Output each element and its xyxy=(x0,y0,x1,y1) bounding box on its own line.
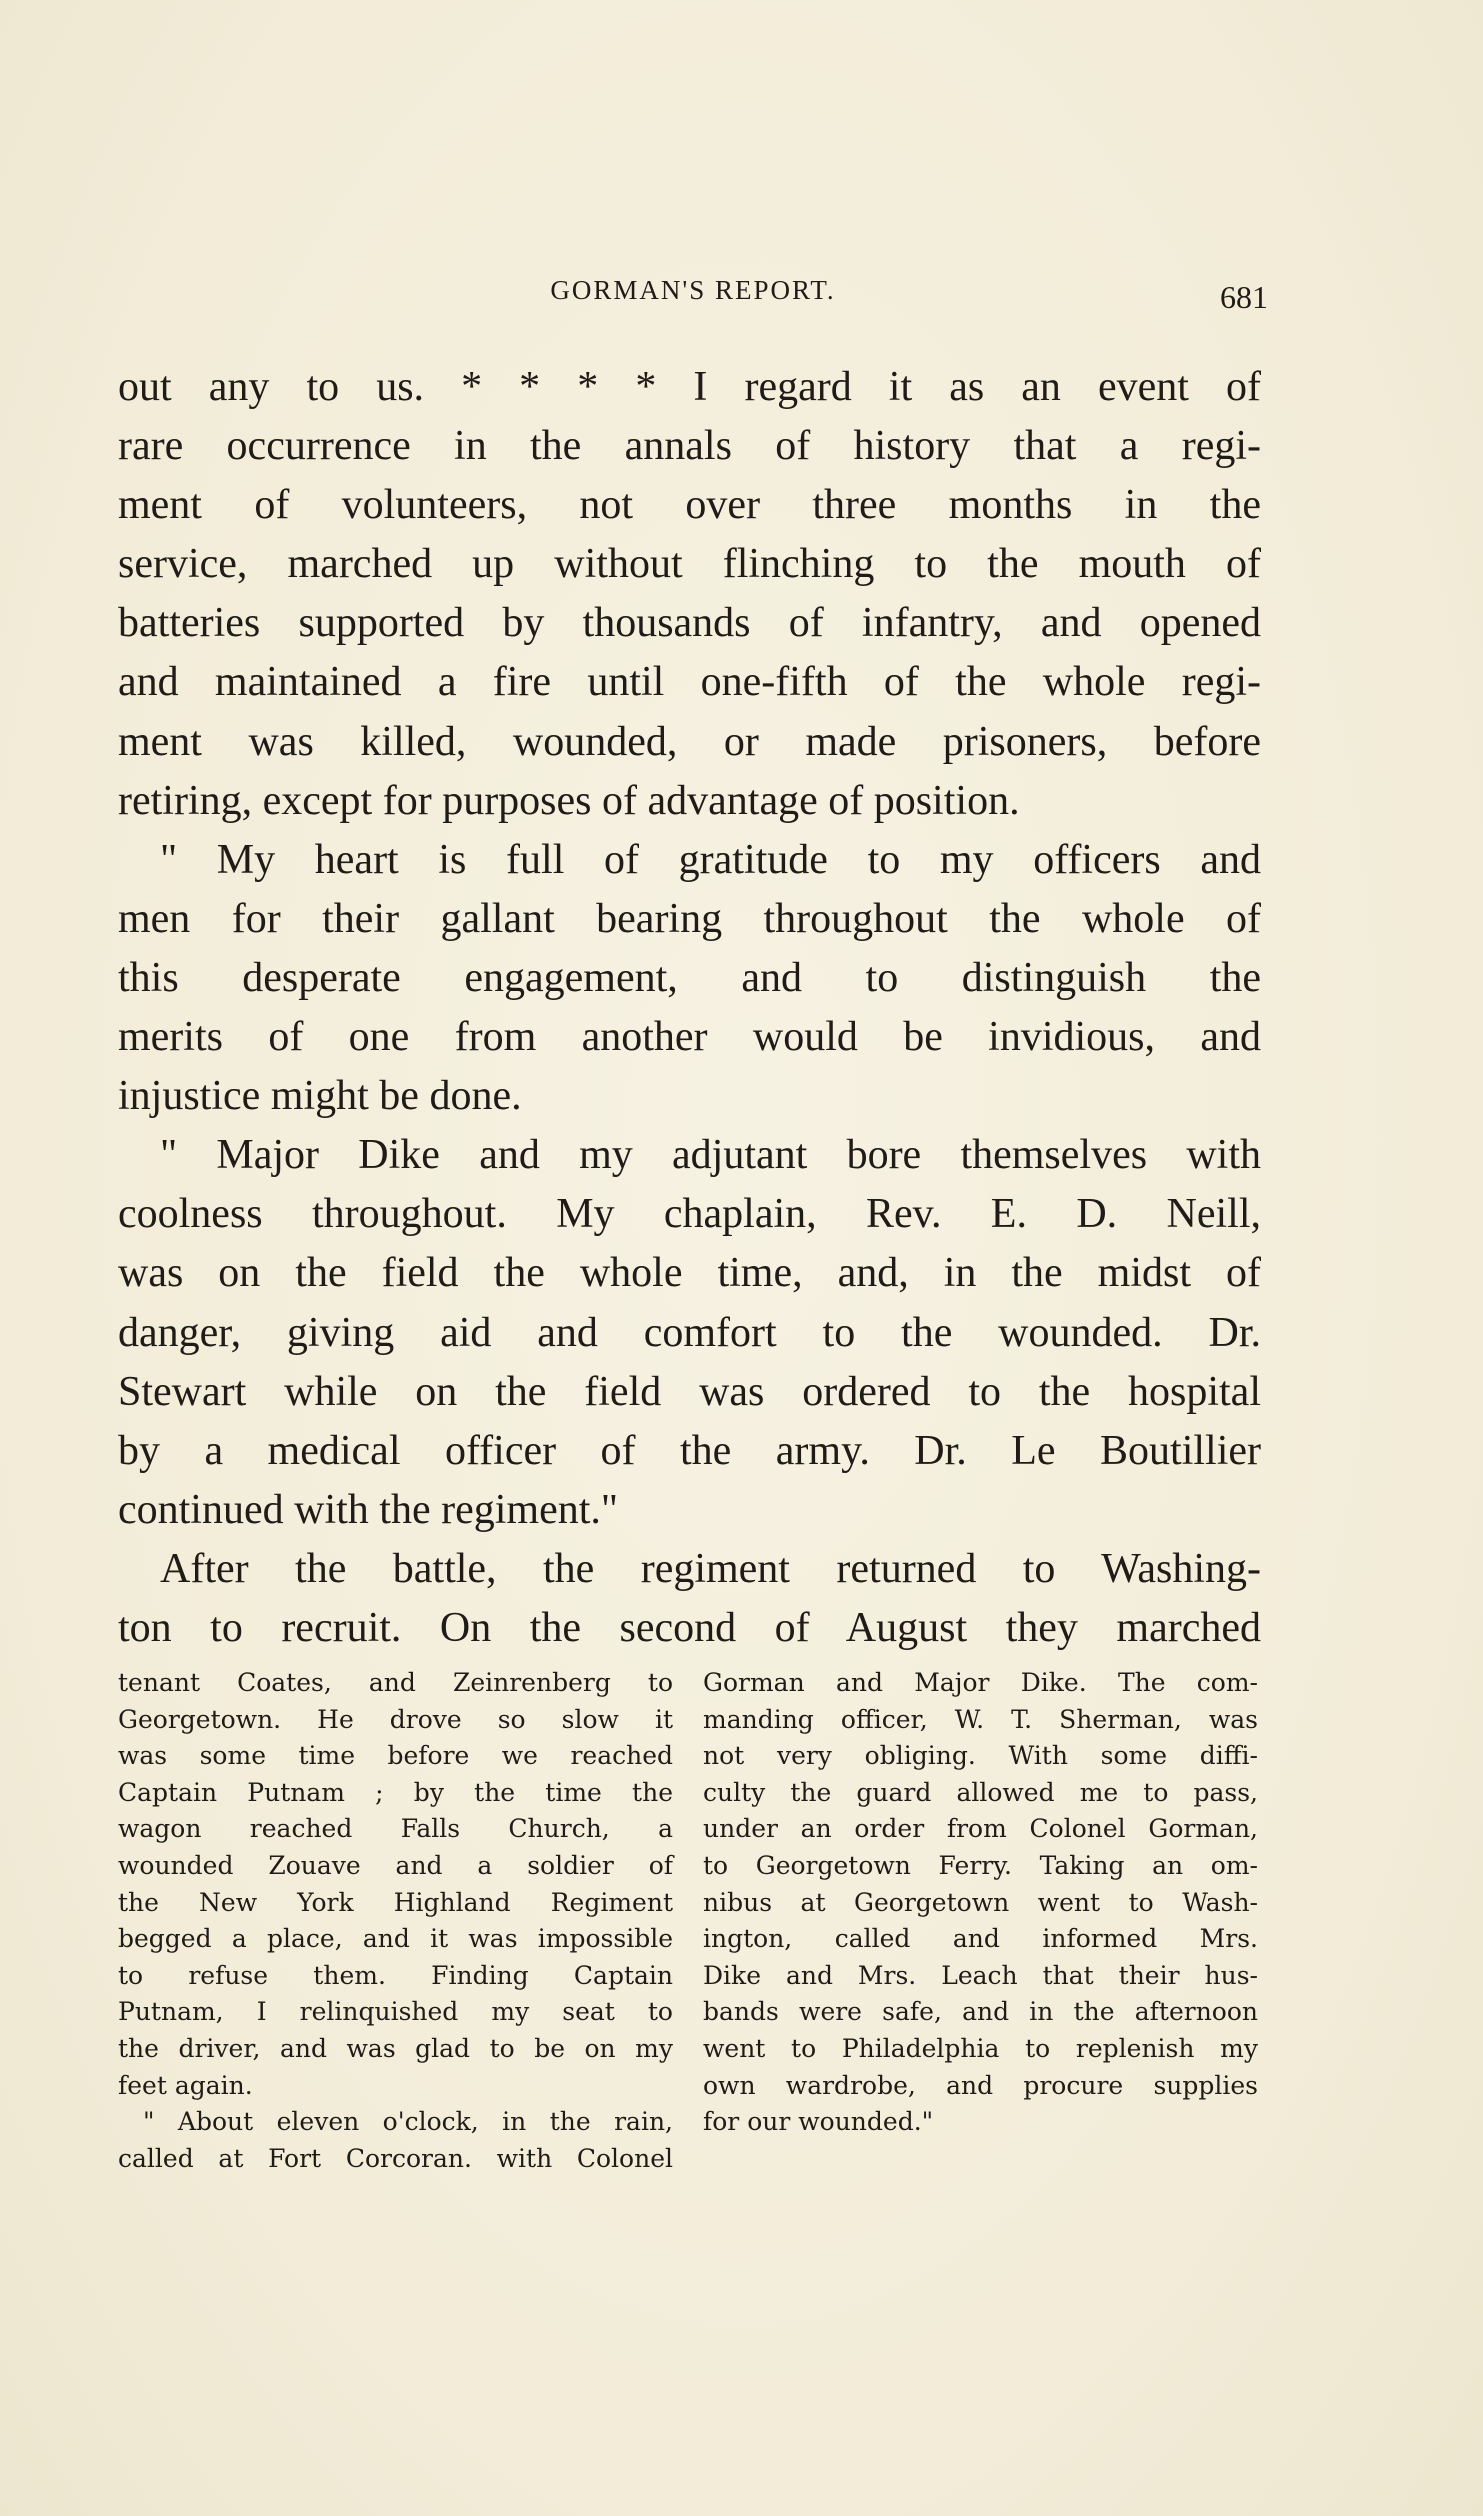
text-line: coolness throughout. My chaplain, Rev. E. D. Neill, xyxy=(118,1191,1261,1238)
footnote-line: the driver, and was glad to be on my xyxy=(118,2033,673,2063)
text-line: After the battle, the regiment returned to Washing- xyxy=(160,1545,1261,1592)
footnote-line: was some time before we reached xyxy=(118,1741,673,1771)
footnote-line: the New York Highland Regiment xyxy=(118,1887,673,1917)
footnote-line: to refuse them. Finding Captain xyxy=(118,1960,673,1990)
text-line: danger, giving aid and comfort to the wounded. Dr. xyxy=(118,1309,1261,1356)
footnote-line: manding officer, W. T. Sherman, was xyxy=(703,1704,1258,1734)
page-number: 681 xyxy=(1220,279,1268,315)
footnote-line: for our wounded." xyxy=(703,2107,934,2137)
text-line: this desperate engagement, and to distinguish the xyxy=(118,954,1261,1001)
footnote-column-left xyxy=(118,1665,673,2177)
footnote-line: wounded Zouave and a soldier of xyxy=(118,1850,673,1880)
footnote-line: culty the guard allowed me to pass, xyxy=(703,1777,1258,1807)
footnote-line: to Georgetown Ferry. Taking an om- xyxy=(703,1850,1258,1880)
text-line: continued with the regiment." xyxy=(118,1486,619,1533)
text-line: merits of one from another would be invidious, and xyxy=(118,1014,1261,1061)
footnote-column-right xyxy=(703,1665,1258,2141)
text-line: by a medical officer of the army. Dr. Le Boutillier xyxy=(118,1427,1261,1474)
page-header xyxy=(118,275,1268,315)
footnote-line: tenant Coates, and Zeinrenberg to xyxy=(118,1668,673,1697)
footnote-line: went to Philadelphia to replenish my xyxy=(703,2033,1258,2063)
text-line: was on the field the whole time, and, in the midst of xyxy=(118,1250,1261,1297)
text-line: and maintained a fire until one-fifth of the whole regi- xyxy=(118,659,1261,706)
text-line: ton to recruit. On the second of August they marched xyxy=(118,1604,1261,1651)
text-line: ment was killed, wounded, or made prisoners, before xyxy=(118,718,1261,765)
footnote-line: wagon reached Falls Church, a xyxy=(118,1814,673,1844)
footnote-line: called at Fort Corcoran. with Colonel xyxy=(118,2143,673,2173)
footnote-line: bands were safe, and in the afternoon xyxy=(703,1997,1258,2027)
text-line: " Major Dike and my adjutant bore themselves with xyxy=(160,1132,1261,1179)
footnote-line: not very obliging. With some diffi- xyxy=(703,1741,1258,1771)
footnote-line: ington, called and informed Mrs. xyxy=(703,1924,1258,1954)
footnote-line: begged a place, and it was impossible xyxy=(118,1924,673,1954)
footnote-line: nibus at Georgetown went to Wash- xyxy=(703,1887,1258,1917)
footnote-line: Georgetown. He drove so slow it xyxy=(118,1704,673,1734)
text-line: batteries supported by thousands of infantry, and opened xyxy=(118,600,1261,647)
text-line: Stewart while on the field was ordered to the hospital xyxy=(118,1368,1261,1415)
text-line: " My heart is full of gratitude to my officers and xyxy=(160,836,1261,883)
footnote-line: own wardrobe, and procure supplies xyxy=(703,2070,1258,2100)
text-line: retiring, except for purposes of advantage of position. xyxy=(118,777,1020,824)
footnote-line: Dike and Mrs. Leach that their hus- xyxy=(703,1960,1258,1990)
text-line: ment of volunteers, not over three months in the xyxy=(118,482,1261,529)
footnote-line: Captain Putnam ; by the time the xyxy=(118,1777,673,1807)
text-line: rare occurrence in the annals of history that a regi- xyxy=(118,423,1261,470)
text-line: out any to us. * * * * I regard it as an event of xyxy=(118,364,1261,410)
text-line: injustice might be done. xyxy=(118,1073,522,1120)
footnote-line: under an order from Colonel Gorman, xyxy=(703,1814,1258,1844)
running-head: GORMAN'S REPORT. xyxy=(550,275,836,305)
footnote-line: " About eleven o'clock, in the rain, xyxy=(143,2107,673,2137)
footnote-line: feet again. xyxy=(118,2070,253,2100)
footnote-line: Putnam, I relinquished my seat to xyxy=(118,1997,673,2027)
text-line: men for their gallant bearing throughout the whole of xyxy=(118,895,1261,942)
main-text-block xyxy=(118,358,1261,1658)
text-line: service, marched up without flinching to the mouth of xyxy=(118,541,1261,588)
footnote-line: Gorman and Major Dike. The com- xyxy=(703,1668,1258,1697)
